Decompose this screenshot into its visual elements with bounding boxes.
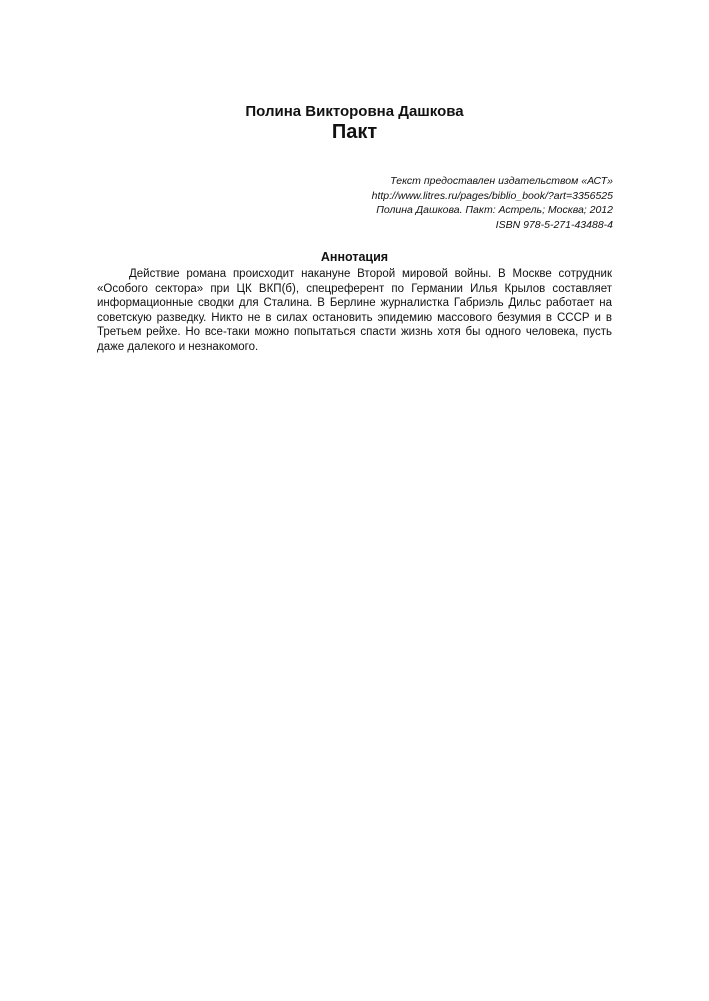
source-url[interactable]: http://www.litres.ru/pages/biblio_book/?art=3356525: [371, 189, 613, 202]
isbn-line: ISBN 978-5-271-43488-4: [495, 218, 613, 231]
publisher-line: Текст предоставлен издательством «АСТ»: [390, 175, 613, 187]
annotation-text: Действие романа происходит накануне Второй мировой войны. В Москве сотрудник «Особого сектора» при ЦК ВКП(б), спецреферент по Германии Илья Крылов составляет информационные сводки для Сталина. В Берлине журналистка Габриэль Дильс работает на советскую разведку. Никто не в силах остановить эпидемию массового безумия в СССР и в Третьем рейхе. Но все-таки можно попытаться спасти жизнь хотя бы одного человека, пусть даже далекого и незнакомого.: [97, 268, 612, 353]
book-title: Пакт: [331, 121, 378, 143]
publication-info: [193, 174, 613, 232]
author-name: Полина Викторовна Дашкова: [245, 103, 464, 120]
citation-line: Полина Дашкова. Пакт: Астрель; Москва; 2012: [376, 204, 613, 216]
annotation-heading: Аннотация: [320, 250, 389, 264]
